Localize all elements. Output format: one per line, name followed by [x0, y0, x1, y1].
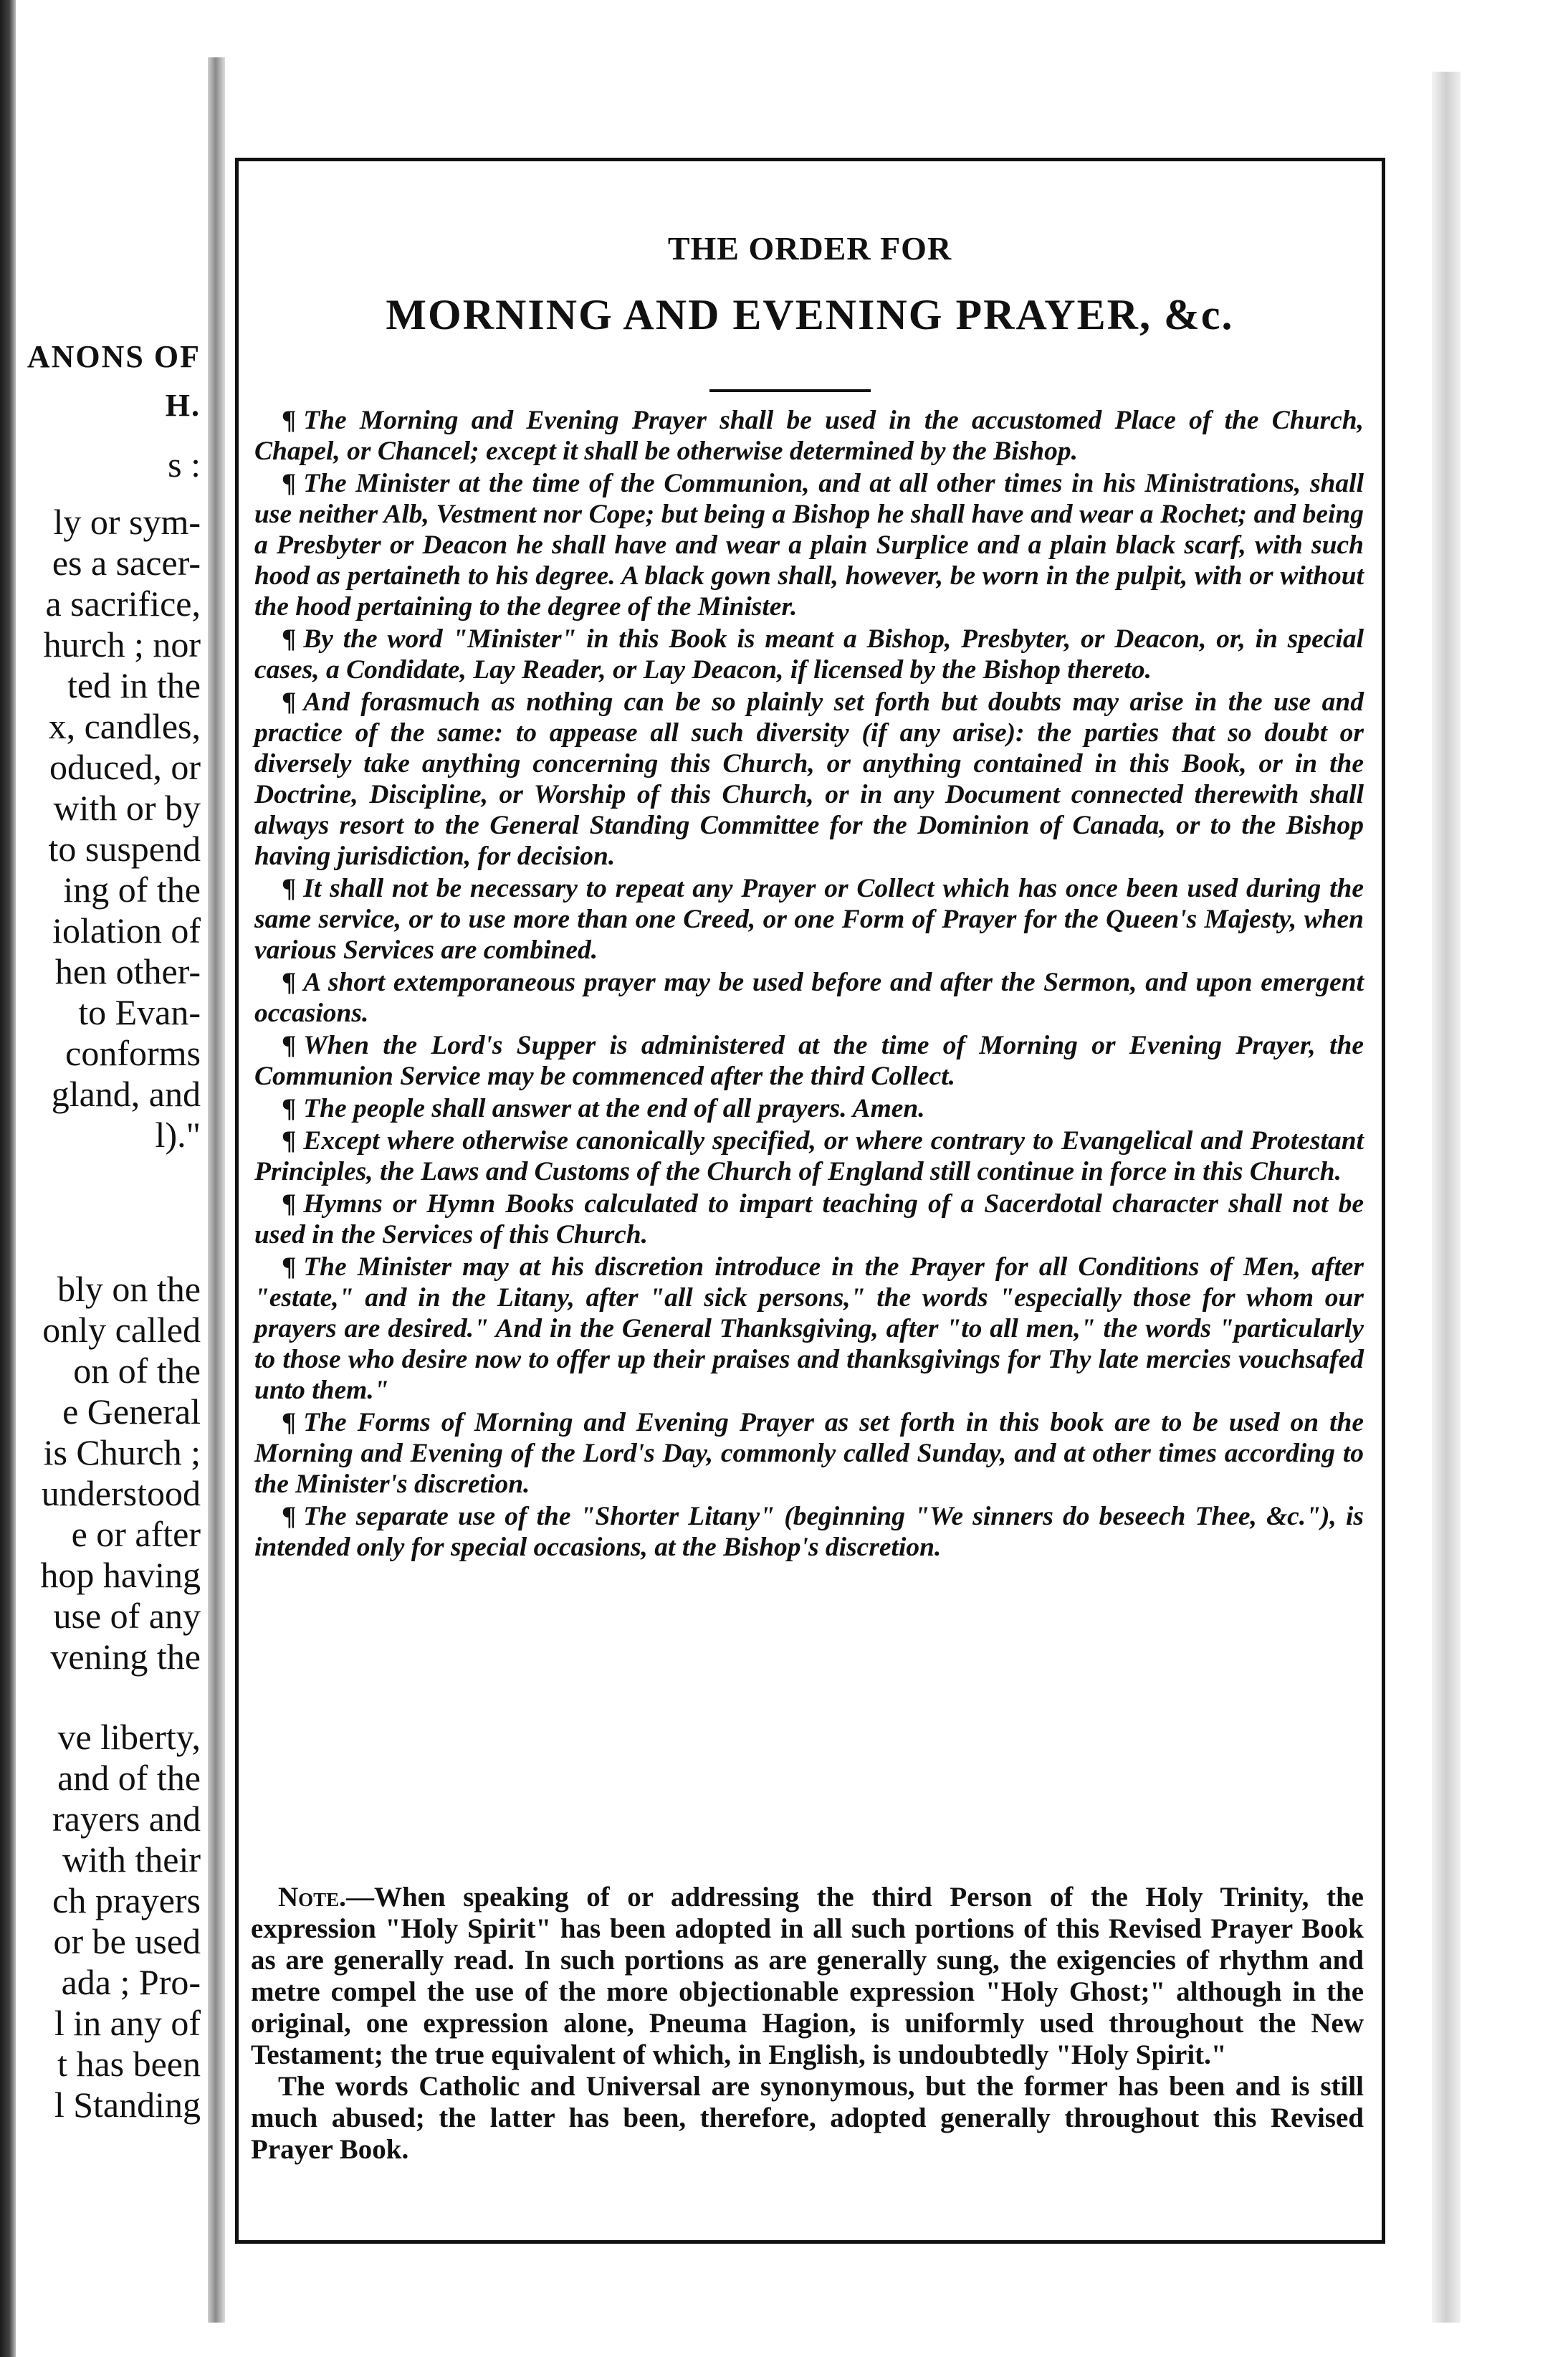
facing-page-line: es a sacer- [52, 543, 201, 583]
rubric-text: The Forms of Morning and Evening Prayer as set forth in this book are to be used on the Morning and Evening of the Lord's Day, commonly called Sunday, and at other times according to the Minister's discretion. [254, 1408, 1364, 1499]
book-page [228, 43, 1539, 2337]
facing-page-line: is Church ; [43, 1432, 201, 1472]
rubric-paragraph [254, 1501, 1364, 1563]
pilcrow-icon: ¶ [282, 1126, 297, 1156]
pilcrow-icon: ¶ [282, 1031, 297, 1060]
rubric-paragraph [254, 1030, 1364, 1092]
facing-page-line: ly or sym- [53, 502, 201, 542]
pilcrow-icon: ¶ [282, 968, 297, 997]
note-text: —When speaking of or addressing the third Person of the Holy Trinity, the expression "Holy Spirit" has been adopted in all such portions of this Revised Prayer Book as are generally read. In such portions as are generally sung, the exigencies of rhythm and metre compel the use of the more objectionable expression "Holy Ghost;" although in the original, one expression alone, Pneuma Hagion, is uniformly used throughout the New Testament; the true equivalent of which, in English, is undoubtedly "Holy Spirit." [251, 1882, 1364, 2070]
page-gutter-shadow [208, 57, 225, 2323]
rubric-paragraph [254, 405, 1364, 467]
facing-page-line: H. [165, 388, 201, 423]
facing-page-line: rayers and [52, 1799, 201, 1839]
facing-page-line: hen other- [54, 951, 201, 991]
note-lead: Note. [278, 1882, 346, 1913]
rubric-paragraph [254, 1093, 1364, 1124]
rubric-paragraph [254, 1407, 1364, 1500]
facing-page-line: hop having [40, 1555, 201, 1595]
rubric-text: Hymns or Hymn Books calculated to impart teaching of a Sacerdotal character shall not be used in the Services of this Church. [254, 1189, 1364, 1249]
book-spine [0, 0, 16, 2357]
facing-page-line: ve liberty, [57, 1717, 201, 1757]
facing-page-line: ANONS OF [27, 339, 201, 374]
rubric-text: And forasmuch as nothing can be so plainly set forth but doubts may arise in the use and practice of the same: to appease all such diversity (if any arise): the parties that so doubt or diversely take anything concerning this Church, or anything contained in this Book, or in the Doctrine, Discipline, or Worship of this Church, or in any Document connected therewith shall always resort to the General Standing Committee for the Dominion of Canada, or to the Bishop having jurisdiction, for decision. [254, 687, 1364, 871]
pilcrow-icon: ¶ [282, 469, 297, 498]
page-kicker: THE ORDER FOR [667, 230, 952, 267]
facing-page-line: with their [62, 1839, 201, 1880]
rubric-paragraph [254, 1189, 1364, 1250]
facing-page-line: t has been [57, 2044, 201, 2084]
facing-page-line: ted in the [67, 665, 201, 705]
facing-page-line: oduced, or [49, 747, 201, 787]
facing-page-line: a sacrifice, [45, 584, 201, 624]
rubric-text: The Minister at the time of the Communion, and at all other times in his Ministrations, shall use neither Alb, Vestment nor Cope; but being a Bishop he shall have and wear a Rochet; and being a Presbyter or Deacon he shall have and wear a plain Surplice and a plain black scarf, with such hood as pertaineth to his degree. A black gown shall, however, be worn in the pulpit, with or without the hood pertaining to the degree of the Minister. [254, 469, 1364, 622]
facing-page-line: on of the [73, 1351, 201, 1391]
facing-page-line: x, candles, [48, 706, 201, 746]
page-edge [1432, 72, 1461, 2323]
facing-page-line: use of any [53, 1596, 201, 1636]
facing-page-line: with or by [53, 788, 201, 828]
facing-page-line: s : [168, 444, 201, 485]
rubric-text: By the word "Minister" in this Book is meant a Bishop, Presbyter, or Deacon, or, in special cases, a Condidate, Lay Reader, or Lay Deacon, if licensed by the Bishop thereto. [254, 624, 1364, 685]
pilcrow-icon: ¶ [282, 1189, 297, 1219]
facing-page-line: gland, and [51, 1074, 201, 1114]
title-rule [709, 389, 871, 392]
facing-page-line: e General [62, 1391, 201, 1432]
rubric-paragraph [254, 687, 1364, 872]
facing-page-line: only called [42, 1310, 201, 1350]
note-paragraph-2: The words Catholic and Universal are synonymous, but the former has been and is still much abused; the latter has been, therefore, adopted generally throughout this Revised Prayer Book. [251, 2071, 1364, 2165]
facing-page-fragment [0, 0, 215, 2357]
facing-page-line: l in any of [54, 2003, 201, 2043]
note-section [251, 1882, 1364, 2166]
pilcrow-icon: ¶ [282, 1408, 297, 1437]
facing-page-line: or be used [53, 1921, 201, 1961]
facing-page-line: e or after [71, 1514, 201, 1554]
facing-page-line: to Evan- [78, 992, 201, 1032]
rubric-text: A short extemporaneous prayer may be used before and after the Sermon, and upon emergent occasions. [254, 968, 1364, 1028]
pilcrow-icon: ¶ [282, 1094, 297, 1123]
facing-page-line: bly on the [57, 1269, 201, 1309]
rubric-text: It shall not be necessary to repeat any Prayer or Collect which has once been used during the same service, or to use more than one Creed, or one Form of Prayer for the Queen's Majesty, when various Services are combined. [254, 874, 1364, 965]
pilcrow-icon: ¶ [282, 406, 297, 435]
rubric-paragraph [254, 624, 1364, 685]
rubric-text: The Minister may at his discretion introduce in the Prayer for all Conditions of Men, after "estate," and in the Litany, after "all sick persons," the words "especially those for whom our prayers are desired." And in the General Thanksgiving, after "to all men," the words "particularly to those who desire now to offer up their praises and thanksgivings for Thy late mercies vouchsafed unto them." [254, 1252, 1364, 1405]
pilcrow-icon: ¶ [282, 1252, 297, 1282]
facing-page-line: conforms [65, 1033, 201, 1073]
rubric-text: The Morning and Evening Prayer shall be used in the accustomed Place of the Church, Chapel, or Chancel; except it shall be otherwise determined by the Bishop. [254, 406, 1364, 466]
page-content [236, 161, 1383, 2240]
facing-page-line: iolation of [52, 910, 201, 951]
pilcrow-icon: ¶ [282, 874, 297, 903]
facing-page-line: ada ; Pro- [61, 1962, 201, 2002]
page-title: MORNING AND EVENING PRAYER, &c. [386, 291, 1234, 338]
rubric-paragraph [254, 967, 1364, 1029]
note-paragraph [251, 1882, 1364, 2071]
facing-page-line: l Standing [54, 2085, 201, 2125]
rubric-text: The people shall answer at the end of all prayers. Amen. [303, 1094, 925, 1123]
pilcrow-icon: ¶ [282, 1502, 297, 1531]
facing-page-line: understood [41, 1473, 201, 1513]
rubric-paragraph [254, 1125, 1364, 1187]
facing-page-line: to suspend [48, 829, 201, 869]
facing-page-line: ch prayers [52, 1880, 201, 1920]
facing-page-line: vening the [50, 1637, 201, 1677]
rubric-paragraph [254, 1252, 1364, 1406]
facing-page-line: and of the [57, 1758, 201, 1798]
rubric-paragraph [254, 873, 1364, 966]
rubric-paragraph [254, 468, 1364, 622]
pilcrow-icon: ¶ [282, 624, 297, 654]
rubric-list [254, 405, 1364, 1564]
rubric-text: When the Lord's Supper is administered at the time of Morning or Evening Prayer, the Communion Service may be commenced after the third Collect. [254, 1031, 1364, 1091]
facing-page-line: ing of the [63, 870, 201, 910]
rubric-text: Except where otherwise canonically specified, or where contrary to Evangelical and Protestant Principles, the Laws and Customs of the Church of England still continue in force in this Church. [254, 1126, 1364, 1186]
facing-page-line: hurch ; nor [43, 624, 201, 665]
pilcrow-icon: ¶ [282, 687, 297, 717]
facing-page-line: l)." [155, 1115, 201, 1155]
rubric-text: The separate use of the "Shorter Litany" (beginning "We sinners do beseech Thee, &c."), is intended only for special occasions, at the Bishop's discretion. [254, 1502, 1364, 1562]
